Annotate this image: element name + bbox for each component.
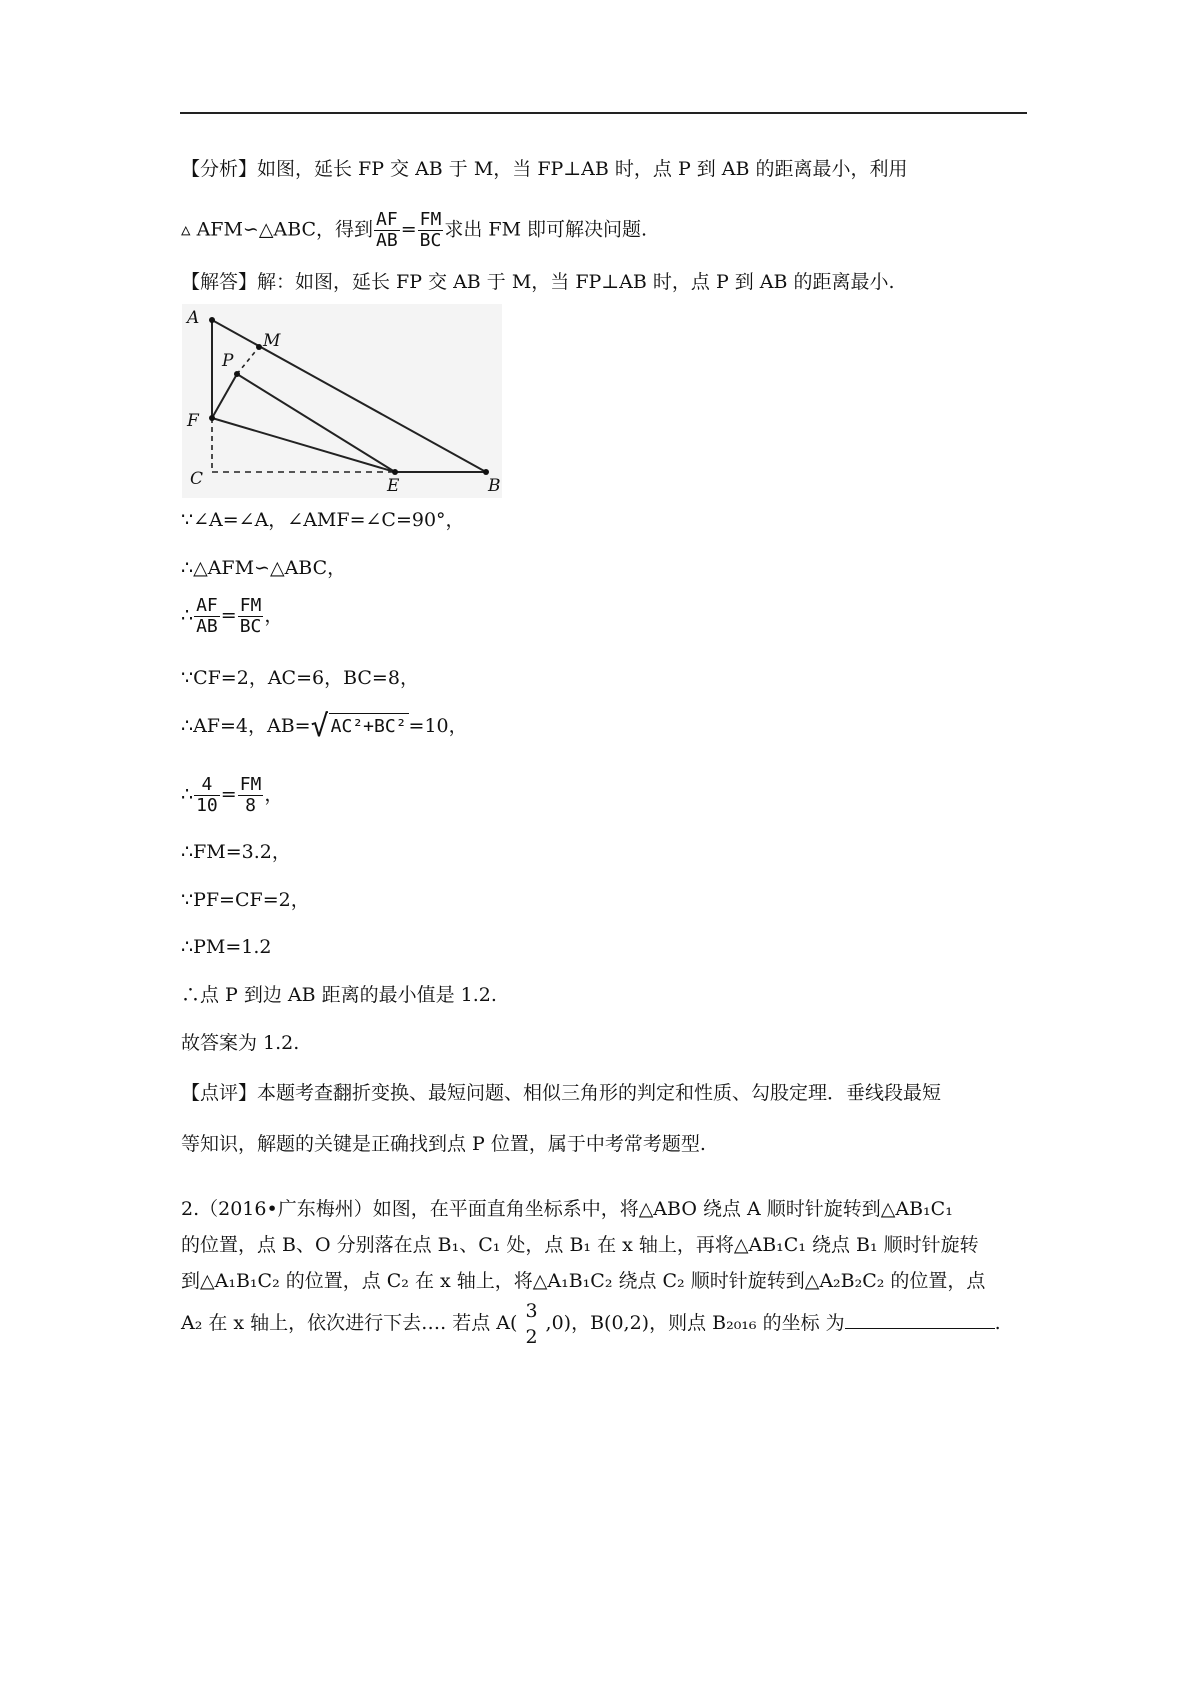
fraction-4-10: $\frac{4}{10}$ [196,774,218,816]
solution-step-5: ∴AF=4，AB=√ AC²+BC² =10， [181,709,468,744]
label-c: C [190,469,204,489]
solution-step-1: ∵∠A=∠A，∠AMF=∠C=90°， [181,509,465,531]
figure-background [182,304,502,498]
fraction-af-ab: $\frac{AF}{AB}$ [196,595,218,637]
geometry-figure [182,304,502,498]
question2-line-2: 的位置，点 B、O 分别落在点 B₁、C₁ 处，点 B₁ 在 x 轴上，再将△AB₁C₁ 绕点 B₁ 顺时针旋转 [181,1234,979,1256]
point-m [256,344,262,350]
label-e: E [387,476,400,496]
solution-step-3: ∴ $\frac{AF}{AB}$ = $\frac{FM}{BC}$ ， [181,595,284,637]
comment-line-1: 【点评】本题考查翻折变换、最短问题、相似三角形的判定和性质、勾股定理．垂线段最短 [181,1082,942,1104]
analysis-line-2: ▵ AFM∽△ABC，得到 $\frac{AF}{AB}$ = $\frac{FM}{BC}$ 求出 FM 即可解决问题. [181,209,648,251]
fraction-fm-8: $\frac{FM}{8}$ [239,774,262,816]
solution-step-10: ∴点 P 到边 AB 距离的最小值是 1.2. [181,984,497,1006]
solution-step-8: ∵PF=CF=2， [181,889,310,911]
fraction-fm-bc: $\frac{FM}{BC}$ [419,209,442,251]
comment-line-2: 等知识，解题的关键是正确找到点 P 位置，属于中考常考题型. [181,1133,706,1155]
solution-step-2: ∴△AFM∽△ABC， [181,557,347,579]
solution-step-7: ∴FM=3.2， [181,841,291,863]
label-p: P [222,351,234,371]
question2-line-4: A₂ 在 x 轴上，依次进行下去…. 若点 A( 3 2 ,0)，B(0,2)，则点 B₂₀₁₆ 的坐标 为 . [181,1300,1001,1348]
analysis-line-2-pre: ▵ AFM∽△ABC，得到 [181,218,374,241]
point-f [209,415,215,421]
fraction-fm-bc: $\frac{FM}{BC}$ [239,595,262,637]
solution-step-9: ∴PM=1.2 [181,936,272,958]
analysis-line-2-post: 求出 FM 即可解决问题. [444,218,648,241]
question2-line-3: 到△A₁B₁C₂ 的位置，点 C₂ 在 x 轴上，将△A₁B₁C₂ 绕点 C₂ 顺时针旋转到△A₂B₂C₂ 的位置，点 [181,1270,986,1292]
point-e [392,469,398,475]
question2-line-1: 2.（2016•广东梅州）如图，在平面直角坐标系中，将△ABO 绕点 A 顺时针旋转到△AB₁C₁ [181,1198,953,1220]
label-f: F [187,411,199,431]
fraction-3-2: 3 2 [525,1300,538,1348]
header-rule [180,112,1027,114]
fraction-af-ab: $\frac{AF}{AB}$ [376,209,398,251]
analysis-line-1: 【分析】如图，延长 FP 交 AB 于 M，当 FP⊥AB 时，点 P 到 AB 的距离最小，利用 [181,158,908,180]
label-m: M [263,331,281,351]
label-a: A [187,308,200,328]
square-root: √ AC²+BC² [310,709,407,744]
point-p [234,371,240,377]
solution-step-6: ∴ $\frac{4}{10}$ = $\frac{FM}{8}$ ， [181,774,284,816]
label-b: B [488,476,501,496]
solution-intro: 【解答】解：如图，延长 FP 交 AB 于 M，当 FP⊥AB 时，点 P 到 AB 的距离最小. [181,271,895,293]
solution-step-4: ∵CF=2，AC=6，BC=8， [181,667,419,689]
answer-blank[interactable] [845,1310,995,1329]
point-b [483,469,489,475]
solution-answer: 故答案为 1.2. [181,1032,300,1054]
point-a [209,317,215,323]
